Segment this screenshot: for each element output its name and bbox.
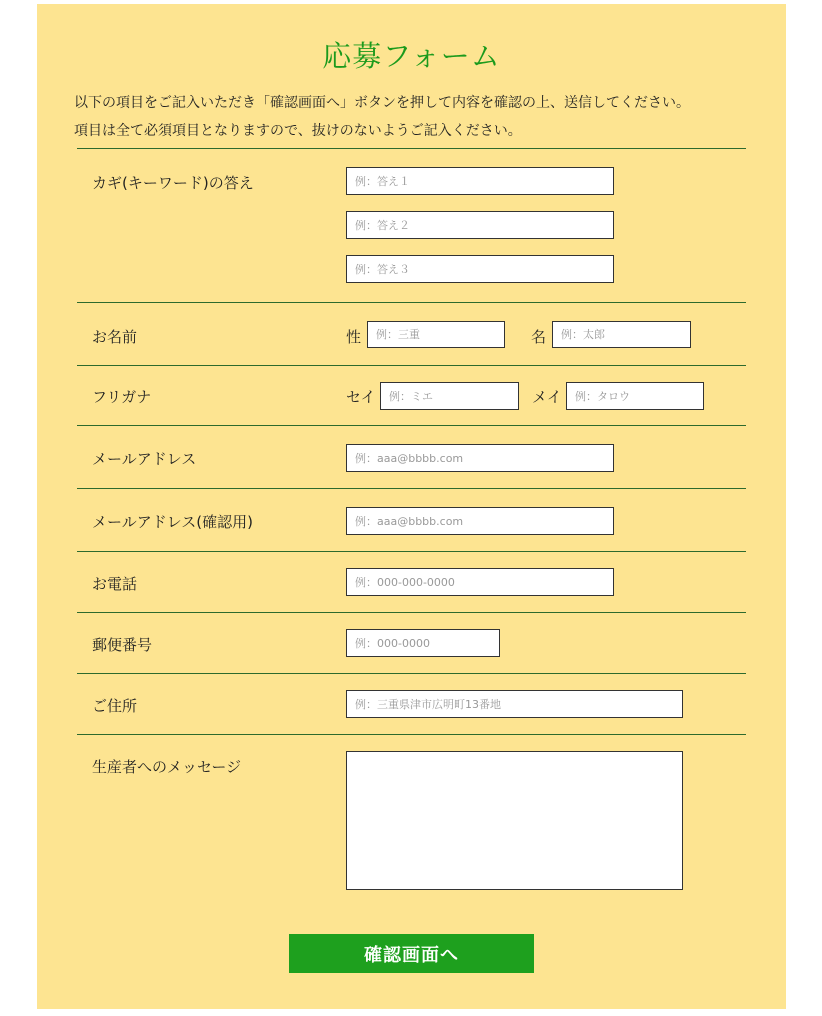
email-confirm-field[interactable]	[346, 507, 614, 535]
keyword-answer-2-input[interactable]	[346, 211, 614, 239]
furigana-last-label: セイ	[346, 388, 376, 406]
divider	[77, 551, 746, 552]
email-confirm-label: メールアドレス(確認用)	[92, 513, 253, 531]
message-textarea[interactable]	[346, 751, 683, 890]
last-name-input[interactable]	[367, 321, 505, 348]
email-label: メールアドレス	[92, 450, 197, 468]
divider	[77, 612, 746, 613]
furigana-label: フリガナ	[92, 388, 152, 406]
first-name-label: 名	[531, 328, 547, 346]
name-label: お名前	[92, 328, 138, 346]
form-instructions	[74, 89, 774, 145]
first-name-input[interactable]	[552, 321, 691, 348]
furigana-first-input[interactable]	[566, 382, 704, 410]
keyword-answer-1-input[interactable]	[346, 167, 614, 195]
instructions-line-1: 以下の項目をご記入いただき「確認画面へ」ボタンを押して内容を確認の上、送信してください。	[74, 95, 690, 111]
email-field[interactable]	[346, 444, 614, 472]
divider	[77, 734, 746, 735]
phone-label: お電話	[92, 575, 138, 593]
furigana-last-input[interactable]	[380, 382, 519, 410]
postal-code-label: 郵便番号	[92, 636, 153, 654]
divider	[77, 673, 746, 674]
phone-field[interactable]	[346, 568, 614, 596]
form-panel	[37, 4, 786, 1009]
divider	[77, 365, 746, 366]
last-name-label: 性	[346, 328, 362, 346]
page-title: 応募フォーム	[322, 39, 501, 73]
confirm-screen-button[interactable]: 確認画面へ	[289, 934, 534, 973]
postal-code-field[interactable]	[346, 629, 500, 657]
instructions-line-2: 項目は全て必須項目となりますので、抜けのないようご記入ください。	[74, 123, 522, 139]
address-field[interactable]	[346, 690, 683, 718]
divider	[77, 488, 746, 489]
address-label: ご住所	[92, 697, 138, 715]
divider	[77, 425, 746, 426]
message-label: 生産者へのメッセージ	[92, 758, 242, 776]
keyword-answer-3-input[interactable]	[346, 255, 614, 283]
furigana-first-label: メイ	[532, 388, 562, 406]
divider	[77, 302, 746, 303]
keyword-label: カギ(キーワード)の答え	[92, 174, 254, 192]
divider	[77, 148, 746, 149]
